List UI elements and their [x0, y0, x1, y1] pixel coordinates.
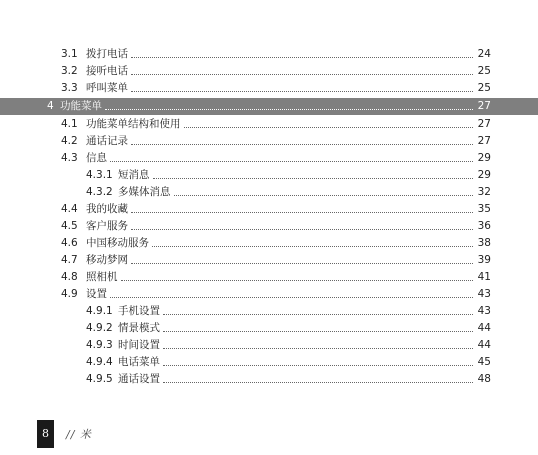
toc-page-number: 43	[477, 288, 491, 300]
toc-page-number: 29	[477, 169, 491, 181]
toc-title: 信息	[86, 152, 107, 164]
toc-number: 4.9.2	[86, 322, 113, 334]
table-of-contents	[0, 46, 538, 388]
toc-dot-leader	[131, 229, 473, 230]
toc-row[interactable]	[0, 218, 538, 235]
toc-number: 4	[47, 100, 54, 112]
toc-page-number: 35	[477, 203, 491, 215]
toc-row[interactable]	[0, 63, 538, 80]
toc-number: 4.9.4	[86, 356, 113, 368]
toc-number: 4.4	[61, 203, 78, 215]
toc-row[interactable]	[0, 286, 538, 303]
brand-mark: // 米	[66, 428, 92, 441]
toc-page-number: 43	[477, 305, 491, 317]
toc-page-number: 38	[477, 237, 491, 249]
toc-chapter-row[interactable]	[0, 98, 538, 115]
toc-page-number: 36	[477, 220, 491, 232]
toc-number: 4.3.1	[86, 169, 113, 181]
toc-page-number: 41	[477, 271, 491, 283]
toc-dot-leader	[174, 195, 473, 196]
toc-dot-leader	[110, 161, 473, 162]
toc-dot-leader	[131, 144, 473, 145]
toc-title: 客户服务	[86, 220, 128, 232]
toc-number: 4.6	[61, 237, 78, 249]
toc-dot-leader	[163, 382, 473, 383]
toc-row[interactable]	[0, 303, 538, 320]
toc-title: 功能菜单结构和使用	[86, 118, 181, 130]
toc-title: 电话菜单	[118, 356, 160, 368]
toc-title: 中国移动服务	[86, 237, 149, 249]
toc-title: 照相机	[86, 271, 118, 283]
toc-title: 情景模式	[118, 322, 160, 334]
toc-page-number: 25	[477, 65, 491, 77]
toc-page-number: 32	[477, 186, 491, 198]
toc-page-number: 27	[477, 118, 491, 130]
toc-number: 4.7	[61, 254, 78, 266]
toc-number: 4.9.1	[86, 305, 113, 317]
toc-number: 4.2	[61, 135, 78, 147]
toc-page-number: 44	[477, 322, 491, 334]
toc-page-number: 27	[477, 135, 491, 147]
toc-row[interactable]	[0, 46, 538, 63]
toc-title: 手机设置	[118, 305, 160, 317]
toc-dot-leader	[163, 365, 473, 366]
toc-number: 4.9	[61, 288, 78, 300]
toc-row[interactable]	[0, 354, 538, 371]
toc-title: 通话设置	[118, 373, 160, 385]
toc-dot-leader	[131, 57, 473, 58]
toc-dot-leader	[152, 246, 473, 247]
toc-title: 移动梦网	[86, 254, 128, 266]
toc-row[interactable]	[0, 184, 538, 201]
toc-row[interactable]	[0, 235, 538, 252]
toc-title: 多媒体消息	[118, 186, 171, 198]
toc-title: 呼叫菜单	[86, 82, 128, 94]
toc-number: 4.1	[61, 118, 78, 130]
toc-dot-leader	[105, 109, 473, 110]
toc-row[interactable]	[0, 167, 538, 184]
page-number: 8	[37, 420, 54, 448]
toc-row[interactable]	[0, 320, 538, 337]
toc-number: 3.1	[61, 48, 78, 60]
toc-dot-leader	[153, 178, 473, 179]
toc-row[interactable]	[0, 337, 538, 354]
toc-dot-leader	[131, 74, 473, 75]
toc-title: 我的收藏	[86, 203, 128, 215]
toc-number: 4.3.2	[86, 186, 113, 198]
toc-title: 通话记录	[86, 135, 128, 147]
toc-number: 4.8	[61, 271, 78, 283]
toc-title: 接听电话	[86, 65, 128, 77]
toc-page-number: 48	[477, 373, 491, 385]
toc-number: 3.2	[61, 65, 78, 77]
toc-row[interactable]	[0, 80, 538, 97]
toc-number: 3.3	[61, 82, 78, 94]
toc-dot-leader	[121, 280, 473, 281]
toc-number: 4.3	[61, 152, 78, 164]
toc-title: 短消息	[118, 169, 150, 181]
toc-page-number: 24	[477, 48, 491, 60]
toc-page-number: 45	[477, 356, 491, 368]
toc-dot-leader	[131, 212, 473, 213]
toc-page-number: 39	[477, 254, 491, 266]
toc-dot-leader	[163, 348, 473, 349]
toc-row[interactable]	[0, 150, 538, 167]
toc-row[interactable]	[0, 133, 538, 150]
toc-title: 拨打电话	[86, 48, 128, 60]
toc-page-number: 29	[477, 152, 491, 164]
toc-dot-leader	[131, 91, 473, 92]
toc-number: 4.5	[61, 220, 78, 232]
toc-dot-leader	[131, 263, 473, 264]
toc-dot-leader	[184, 127, 473, 128]
toc-row[interactable]	[0, 371, 538, 388]
toc-row[interactable]	[0, 201, 538, 218]
toc-title: 功能菜单	[60, 100, 102, 112]
toc-title: 设置	[86, 288, 107, 300]
toc-number: 4.9.3	[86, 339, 113, 351]
toc-page-number: 44	[477, 339, 491, 351]
toc-row[interactable]	[0, 116, 538, 133]
toc-title: 时间设置	[118, 339, 160, 351]
toc-row[interactable]	[0, 269, 538, 286]
toc-dot-leader	[110, 297, 473, 298]
toc-page-number: 25	[477, 82, 491, 94]
page-footer	[0, 420, 538, 450]
toc-dot-leader	[163, 314, 473, 315]
toc-dot-leader	[163, 331, 473, 332]
toc-row[interactable]	[0, 252, 538, 269]
toc-number: 4.9.5	[86, 373, 113, 385]
toc-page-number: 27	[477, 100, 491, 112]
